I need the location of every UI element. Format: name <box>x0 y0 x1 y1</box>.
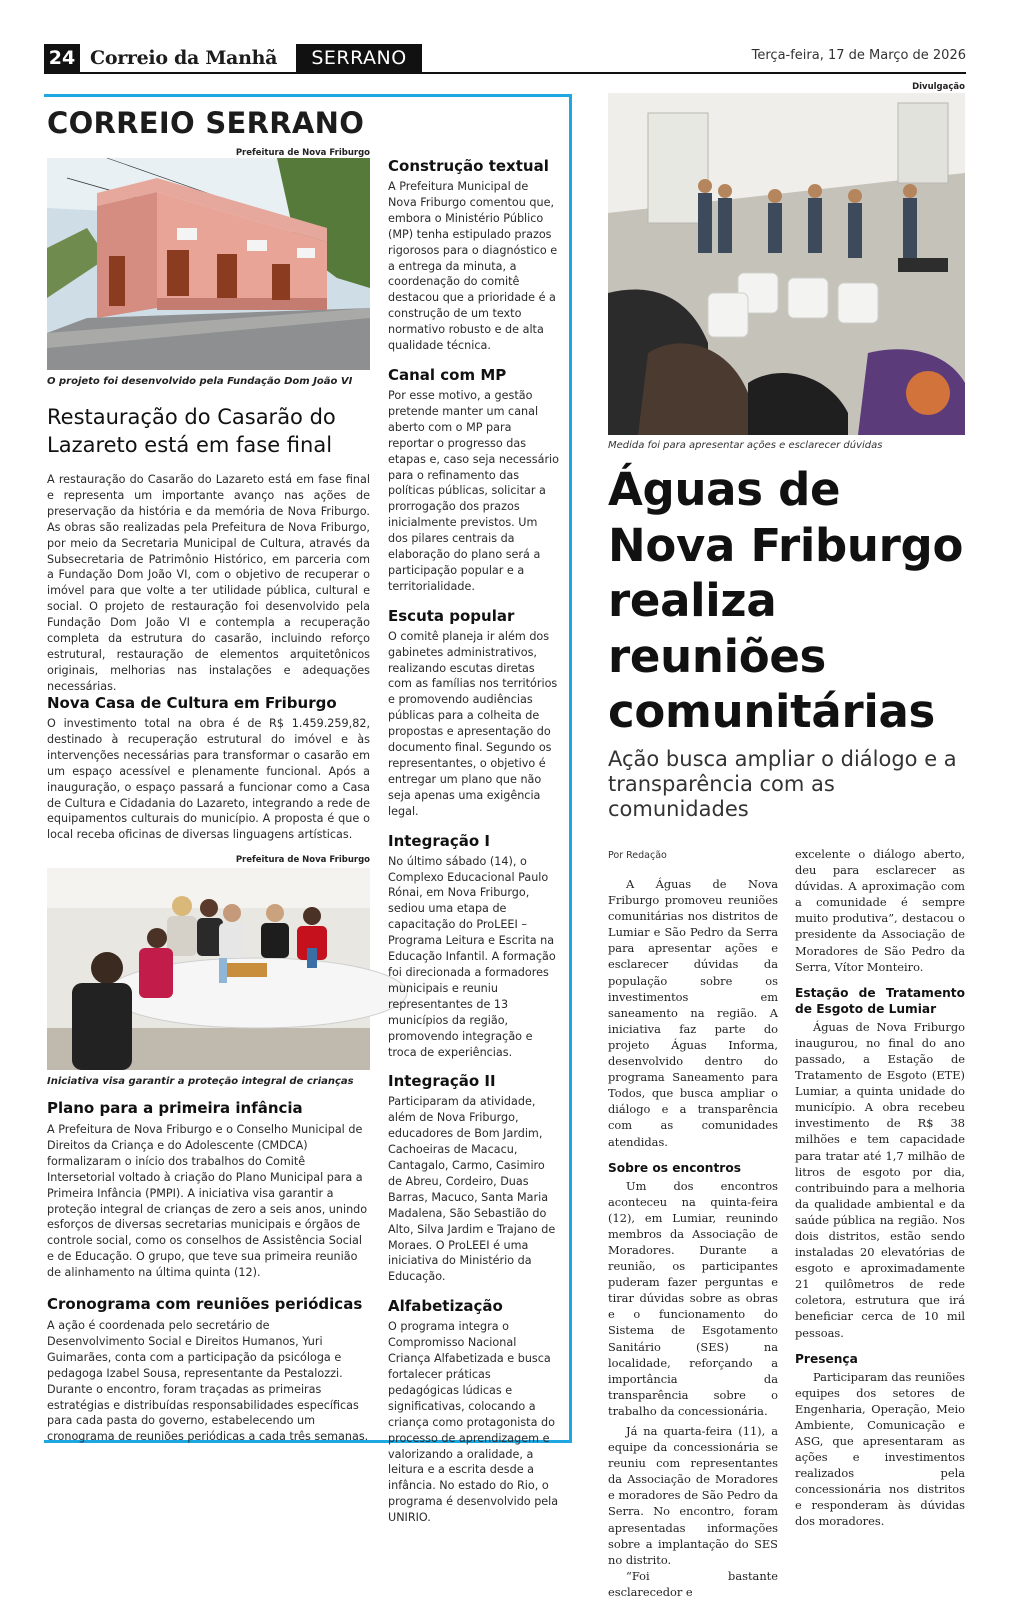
story-column-a <box>608 876 778 1600</box>
article2-subhead1: Plano para a primeira infância <box>47 1099 303 1117</box>
article2-p2: A ação é coordenada pelo secretário de Desenvolvimento Social e Direitos Humanos, Yuri Guimarães, conta com a participação da psicóloga e pedagoga Izabel Sousa, representante da Pestalozzi. Durante o encontro, foram traçadas as primeiras estratégias e distribuídas responsabilidades específicas para cada pasta do governo, estabelecendo um cronograma de reuniões periódicas a cada três semanas. <box>47 1319 369 1444</box>
col2-head-alfabetizacao: Alfabetização <box>388 1297 503 1316</box>
col2-head-canal: Canal com MP <box>388 365 507 384</box>
deck: Ação busca ampliar o diálogo e a transparência com as comunidades <box>608 747 957 821</box>
col2-head-integracao1: Integração I <box>388 831 490 850</box>
article1-subhead: Nova Casa de Cultura em Friburgo <box>47 694 337 712</box>
main-photo-credit: Divulgação <box>912 82 965 92</box>
col2-text-integracao1: No último sábado (14), o Complexo Educacional Paulo Rónai, em Nova Friburgo, sediou uma etapa de capacitação do ProLEEI – Programa Leitura e Escrita na Educação Infantil. A formação foi direcionada a formadores municipais e reuniu representantes de 13 municípios da região, promovendo integração e troca de experiências. <box>388 854 556 1059</box>
story-a-p1: A Águas de Nova Friburgo promoveu reuniões comunitárias nos distritos de Lumiar e São Pedro da Serra para apresentar ações e esclarecer dúvidas da população sobre os investimentos em saneamento na região. A iniciativa faz parte do projeto Águas Informa, desenvolvido dentro do programa Saneamento para Todos, que busca ampliar o diálogo e a transparência com as comunidades atendidas. <box>608 877 778 1149</box>
section-label: SERRANO <box>296 44 422 72</box>
col2-head-escuta: Escuta popular <box>388 606 515 625</box>
story-b-p1: excelente o diálogo aberto, deu para esclarecer as dúvidas. A aproximação com a comunidade é sempre muito produtiva”, destacou o presidente da Associação de Moradores de São Pedro da Serra, Vítor Monteiro. <box>795 847 965 974</box>
col2-text-construcao: A Prefeitura Municipal de Nova Friburgo comentou que, embora o Ministério Público (MP) tenha estipulado prazos rigorosos para o diagnóstico e a entrega da minuta, a coordenação do comitê destacou que a prioridade é a construção de um texto normativo robusto e de alta qualidade técnica. <box>388 180 558 353</box>
article1-p2: O investimento total na obra é de R$ 1.459.259,82, destinado à recuperação estrutural do imóvel e às intervenções necessárias para transformar o casarão em um espaço acessível e plenamente funcional. Após a inauguração, o espaço passará a funcionar como a Casa de Cultura e Cidadania do Lazareto, integrando a rede de equipamentos culturais do município. A proposta é que o local receba oficinas de diversas linguagens artísticas. <box>47 717 370 842</box>
column2 <box>388 157 560 1538</box>
story-a-p2: Um dos encontros aconteceu na quinta-feira (12), em Lumiar, reunindo membros da Associação de Moradores. Durante a reunião, os participantes puderam fazer perguntas e tirar dúvidas sobre as obras e o funcionamento do Sistema de Esgotamento Sanitário (SES) na localidade, reforçando a importância da transparência sobre o trabalho da concessionária. <box>608 1178 778 1418</box>
main-photo-caption: Medida foi para apresentar ações e esclarecer dúvidas <box>608 440 883 451</box>
col2-text-integracao2: Participaram da atividade, além de Nova Friburgo, educadores de Bom Jardim, Cachoeiras de Macacu, Cantagalo, Carmo, Casimiro de Abreu, Cordeiro, Duas Barras, Macuco, Santa Maria Madalena, São Sebastião do Alto, Silva Jardim e Trajano de Moraes. O ProLEEI é uma iniciativa do Ministério da Educação. <box>388 1095 556 1284</box>
masthead-rule <box>44 72 966 74</box>
col2-head-construcao: Construção textual <box>388 157 549 175</box>
headline: Águas de Nova Friburgo realiza reuniões comunitárias <box>608 463 964 738</box>
story-column-b <box>795 846 965 1530</box>
col2-text-canal: Por esse motivo, a gestão pretende manter um canal aberto com o MP para reportar o progresso das etapas e, caso seja necessário para o refinamento das políticas públicas, solicitar a prorrogação dos prazos inicialmente previstos. Um dos pilares centrais da elaboração do plano será a participação popular e a territorialidade. <box>388 388 560 593</box>
article2-subhead2: Cronograma com reuniões periódicas <box>47 1295 363 1313</box>
box-top-border <box>44 94 572 97</box>
story-a-p3: Já na quarta-feira (11), a equipe da concessionária se reuniu com representantes da Associação de Moradores e moradores de São Pedro da Serra. No encontro, foram apresentadas informações sobre a implantação do SES no distrito. <box>608 1424 778 1567</box>
col2-text-alfabetizacao: O programa integra o Compromisso Nacional Criança Alfabetizada e busca fortalecer práticas pedagógicas lúdicas e significativas, colocando a criança como protagonista do processo de aprendizagem e valorizando a oralidade, a leitura e a escrita desde a infância. No estado do Rio, o programa é desenvolvido pela UNIRIO. <box>388 1320 559 1525</box>
article1-title: Restauração do Casarão do Lazareto está em fase final <box>47 405 336 457</box>
photo2-caption: Iniciativa visa garantir a proteção integral de crianças <box>47 1076 354 1087</box>
photo1-credit: Prefeitura de Nova Friburgo <box>235 148 370 158</box>
issue-date: Terça-feira, 17 de Março de 2026 <box>751 48 966 63</box>
meeting-room-photo <box>47 868 370 1070</box>
article2-p1: A Prefeitura de Nova Friburgo e o Conselho Municipal de Direitos da Criança e do Adolescente (CMDCA) formalizaram o início dos trabalhos do Comitê Intersetorial voltado à criação do Plano Municipal para a Primeira Infância (PMPI). A iniciativa visa garantir a proteção integral de crianças de zero a seis anos, unindo esforços de diversas secretarias municipais e órgãos de controle social, como os conselhos de Assistência Social e de Educação. O grupo, que teve sua primeira reunião de alinhamento na última quinta (12). <box>47 1123 368 1280</box>
photo1-caption: O projeto foi desenvolvido pela Fundação Dom João VI <box>47 376 353 387</box>
page-number: 24 <box>44 44 80 72</box>
story-a-p4: “Foi bastante esclarecedor e <box>608 1568 778 1599</box>
photo2-credit: Prefeitura de Nova Friburgo <box>235 855 370 865</box>
box-right-border <box>569 94 572 1442</box>
col2-text-escuta: O comitê planeja ir além dos gabinetes administrativos, realizando escutas diretas com as famílias nos territórios e promovendo audiências públicas para a colheita de propostas e apresentação do documento final. Segundo os representantes, o objetivo é entregar um plano que não seja apenas uma exigência legal. <box>388 629 558 818</box>
community-meeting-photo <box>608 93 965 435</box>
story-b-p3: Participaram das reuniões equipes dos setores de Engenharia, Operação, Meio Ambiente, Comunicação e ASG, que apresentaram as ações e investimentos realizados pela concessionária nos distritos e responderam às dúvidas dos moradores. <box>795 1369 965 1529</box>
byline: Por Redação <box>608 850 667 861</box>
box-title: CORREIO SERRANO <box>47 106 365 140</box>
story-a-subhead: Sobre os encontros <box>608 1160 741 1175</box>
story-b-subhead1: Estação de Tratamento de Esgoto de Lumiar <box>795 985 965 1016</box>
story-b-p2: Águas de Nova Friburgo inaugurou, no final do ano passado, a Estação de Tratamento de Esgoto (ETE) Lumiar, a quinta unidade do município. A obra recebeu investimento de R$ 38 milhões e tem capacidade para tratar até 1,7 milhão de litros de esgoto por dia, contribuindo para a melhoria da qualidade ambiental e da saúde pública na região. Nos dois distritos, estão sendo instaladas 20 elevatórias de esgoto e aproximadamente 21 quilômetros de rede coletora, estrutura que irá beneficiar cerca de 10 mil pessoas. <box>795 1019 965 1340</box>
col2-head-integracao2: Integração II <box>388 1072 496 1091</box>
story-b-subhead2: Presença <box>795 1351 858 1366</box>
article1-p1: A restauração do Casarão do Lazareto está em fase final e representa um importante avanço nas ações de preservação da história e da memória de Nova Friburgo. As obras são realizadas pela Prefeitura de Nova Friburgo, por meio da Secretaria Municipal de Cultura, através da Subsecretaria de Patrimônio Histórico, em parceria com a Fundação Dom João VI, com o objetivo de recuperar o imóvel para que volte a ter utilidade pública, cultural e social. O projeto de restauração foi desenvolvido pela Fundação Dom João VI e contempla a recuperação completa da estrutura do casarão, incluindo reforço estrutural, restauração de elementos arquitetônicos originais, melhorias nas instalações e adequações necessárias. <box>47 473 370 693</box>
newspaper-name: Correio da Manhã <box>90 47 278 69</box>
casarao-photo <box>47 158 370 370</box>
